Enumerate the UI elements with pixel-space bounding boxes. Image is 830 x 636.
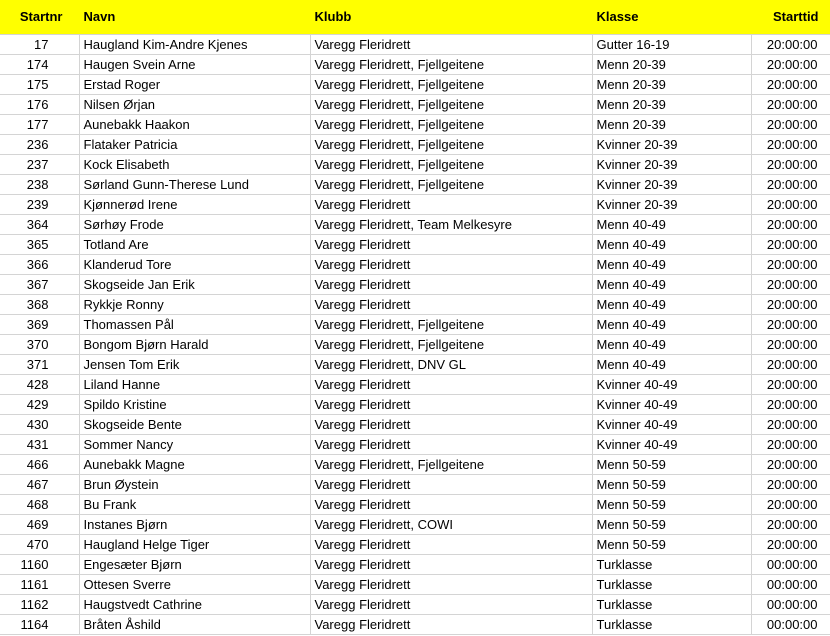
cell-starttid[interactable]: 20:00:00 bbox=[751, 115, 830, 135]
table-row bbox=[0, 195, 830, 215]
cell-navn[interactable]: Nilsen Ørjan bbox=[79, 95, 310, 115]
cell-navn[interactable]: Haugland Kim-Andre Kjenes bbox=[79, 35, 310, 55]
cell-klubb[interactable]: Varegg Fleridrett, Team Melkesyre bbox=[310, 215, 592, 235]
cell-klasse[interactable]: Menn 50-59 bbox=[592, 455, 751, 475]
table-row bbox=[0, 35, 830, 55]
cell-klasse[interactable]: Kvinner 40-49 bbox=[592, 395, 751, 415]
cell-startnr[interactable]: 470 bbox=[0, 535, 79, 555]
cell-navn[interactable]: Skogseide Jan Erik bbox=[79, 275, 310, 295]
table-body bbox=[0, 35, 830, 635]
cell-starttid[interactable]: 20:00:00 bbox=[751, 335, 830, 355]
cell-navn[interactable]: Flataker Patricia bbox=[79, 135, 310, 155]
table-row bbox=[0, 75, 830, 95]
cell-navn[interactable]: Kock Elisabeth bbox=[79, 155, 310, 175]
cell-navn[interactable]: Jensen Tom Erik bbox=[79, 355, 310, 375]
cell-startnr[interactable]: 467 bbox=[0, 475, 79, 495]
cell-klubb[interactable]: Varegg Fleridrett bbox=[310, 255, 592, 275]
cell-klubb[interactable]: Varegg Fleridrett, Fjellgeitene bbox=[310, 335, 592, 355]
cell-starttid[interactable]: 20:00:00 bbox=[751, 155, 830, 175]
cell-klasse[interactable]: Turklasse bbox=[592, 615, 751, 635]
cell-navn[interactable]: Liland Hanne bbox=[79, 375, 310, 395]
cell-klasse[interactable]: Menn 20-39 bbox=[592, 95, 751, 115]
header-row bbox=[0, 0, 830, 35]
cell-navn[interactable]: Kjønnerød Irene bbox=[79, 195, 310, 215]
cell-starttid[interactable]: 20:00:00 bbox=[751, 135, 830, 155]
cell-startnr[interactable]: 468 bbox=[0, 495, 79, 515]
cell-startnr[interactable]: 371 bbox=[0, 355, 79, 375]
cell-starttid[interactable]: 20:00:00 bbox=[751, 275, 830, 295]
cell-klasse[interactable]: Kvinner 40-49 bbox=[592, 435, 751, 455]
cell-klasse[interactable]: Menn 20-39 bbox=[592, 115, 751, 135]
cell-starttid[interactable]: 20:00:00 bbox=[751, 235, 830, 255]
cell-navn[interactable]: Aunebakk Magne bbox=[79, 455, 310, 475]
cell-startnr[interactable]: 17 bbox=[0, 35, 79, 55]
cell-navn[interactable]: Rykkje Ronny bbox=[79, 295, 310, 315]
cell-klasse[interactable]: Turklasse bbox=[592, 575, 751, 595]
cell-startnr[interactable]: 429 bbox=[0, 395, 79, 415]
header-startnr[interactable]: Startnr bbox=[0, 0, 79, 35]
cell-klubb[interactable]: Varegg Fleridrett, Fjellgeitene bbox=[310, 175, 592, 195]
cell-startnr[interactable]: 177 bbox=[0, 115, 79, 135]
cell-klubb[interactable]: Varegg Fleridrett bbox=[310, 235, 592, 255]
cell-navn[interactable]: Thomassen Pål bbox=[79, 315, 310, 335]
cell-starttid[interactable]: 20:00:00 bbox=[751, 375, 830, 395]
cell-startnr[interactable]: 365 bbox=[0, 235, 79, 255]
table-row bbox=[0, 135, 830, 155]
table-row bbox=[0, 95, 830, 115]
cell-klasse[interactable]: Menn 40-49 bbox=[592, 235, 751, 255]
cell-klubb[interactable]: Varegg Fleridrett bbox=[310, 435, 592, 455]
cell-startnr[interactable]: 466 bbox=[0, 455, 79, 475]
cell-klubb[interactable]: Varegg Fleridrett bbox=[310, 575, 592, 595]
table-row bbox=[0, 555, 830, 575]
cell-navn[interactable]: Bu Frank bbox=[79, 495, 310, 515]
cell-klubb[interactable]: Varegg Fleridrett, Fjellgeitene bbox=[310, 455, 592, 475]
cell-starttid[interactable]: 20:00:00 bbox=[751, 175, 830, 195]
cell-starttid[interactable]: 20:00:00 bbox=[751, 435, 830, 455]
cell-starttid[interactable]: 20:00:00 bbox=[751, 35, 830, 55]
header-klasse[interactable]: Klasse bbox=[592, 0, 751, 35]
cell-startnr[interactable]: 369 bbox=[0, 315, 79, 335]
cell-klubb[interactable]: Varegg Fleridrett, Fjellgeitene bbox=[310, 135, 592, 155]
cell-starttid[interactable]: 20:00:00 bbox=[751, 315, 830, 335]
cell-navn[interactable]: Spildo Kristine bbox=[79, 395, 310, 415]
cell-starttid[interactable]: 00:00:00 bbox=[751, 555, 830, 575]
header-navn[interactable]: Navn bbox=[79, 0, 310, 35]
cell-klasse[interactable]: Menn 40-49 bbox=[592, 315, 751, 335]
cell-navn[interactable]: Haugstvedt Cathrine bbox=[79, 595, 310, 615]
cell-starttid[interactable]: 00:00:00 bbox=[751, 575, 830, 595]
cell-klubb[interactable]: Varegg Fleridrett, Fjellgeitene bbox=[310, 315, 592, 335]
header-starttid[interactable]: Starttid bbox=[751, 0, 830, 35]
table-row bbox=[0, 175, 830, 195]
cell-starttid[interactable]: 20:00:00 bbox=[751, 255, 830, 275]
table-row bbox=[0, 155, 830, 175]
cell-starttid[interactable]: 20:00:00 bbox=[751, 55, 830, 75]
cell-klasse[interactable]: Menn 20-39 bbox=[592, 55, 751, 75]
cell-startnr[interactable]: 175 bbox=[0, 75, 79, 95]
table-row bbox=[0, 495, 830, 515]
table-row bbox=[0, 395, 830, 415]
table-row bbox=[0, 335, 830, 355]
cell-starttid[interactable]: 20:00:00 bbox=[751, 295, 830, 315]
cell-startnr[interactable]: 236 bbox=[0, 135, 79, 155]
cell-klasse[interactable]: Kvinner 20-39 bbox=[592, 135, 751, 155]
cell-startnr[interactable]: 238 bbox=[0, 175, 79, 195]
cell-klasse[interactable]: Menn 40-49 bbox=[592, 255, 751, 275]
cell-klubb[interactable]: Varegg Fleridrett bbox=[310, 195, 592, 215]
cell-klubb[interactable]: Varegg Fleridrett, Fjellgeitene bbox=[310, 75, 592, 95]
cell-startnr[interactable]: 1161 bbox=[0, 575, 79, 595]
cell-klubb[interactable]: Varegg Fleridrett bbox=[310, 535, 592, 555]
cell-navn[interactable]: Sørland Gunn-Therese Lund bbox=[79, 175, 310, 195]
cell-startnr[interactable]: 174 bbox=[0, 55, 79, 75]
table-row bbox=[0, 255, 830, 275]
cell-klubb[interactable]: Varegg Fleridrett bbox=[310, 475, 592, 495]
cell-navn[interactable]: Klanderud Tore bbox=[79, 255, 310, 275]
cell-startnr[interactable]: 364 bbox=[0, 215, 79, 235]
cell-klubb[interactable]: Varegg Fleridrett, Fjellgeitene bbox=[310, 155, 592, 175]
cell-klubb[interactable]: Varegg Fleridrett bbox=[310, 415, 592, 435]
cell-starttid[interactable]: 20:00:00 bbox=[751, 195, 830, 215]
cell-startnr[interactable]: 368 bbox=[0, 295, 79, 315]
table-row bbox=[0, 415, 830, 435]
cell-navn[interactable]: Totland Are bbox=[79, 235, 310, 255]
cell-navn[interactable]: Erstad Roger bbox=[79, 75, 310, 95]
cell-navn[interactable]: Instanes Bjørn bbox=[79, 515, 310, 535]
cell-klubb[interactable]: Varegg Fleridrett bbox=[310, 615, 592, 635]
cell-starttid[interactable]: 00:00:00 bbox=[751, 595, 830, 615]
cell-navn[interactable]: Skogseide Bente bbox=[79, 415, 310, 435]
table-row bbox=[0, 275, 830, 295]
cell-klubb[interactable]: Varegg Fleridrett bbox=[310, 595, 592, 615]
cell-starttid[interactable]: 20:00:00 bbox=[751, 535, 830, 555]
cell-klubb[interactable]: Varegg Fleridrett, DNV GL bbox=[310, 355, 592, 375]
cell-klubb[interactable]: Varegg Fleridrett bbox=[310, 275, 592, 295]
cell-startnr[interactable]: 370 bbox=[0, 335, 79, 355]
table-row bbox=[0, 515, 830, 535]
cell-klasse[interactable]: Menn 40-49 bbox=[592, 355, 751, 375]
cell-starttid[interactable]: 20:00:00 bbox=[751, 95, 830, 115]
cell-klasse[interactable]: Menn 40-49 bbox=[592, 215, 751, 235]
table-row bbox=[0, 475, 830, 495]
cell-klasse[interactable]: Kvinner 20-39 bbox=[592, 155, 751, 175]
cell-klubb[interactable]: Varegg Fleridrett bbox=[310, 295, 592, 315]
cell-starttid[interactable]: 20:00:00 bbox=[751, 495, 830, 515]
cell-klasse[interactable]: Menn 40-49 bbox=[592, 295, 751, 315]
cell-startnr[interactable]: 428 bbox=[0, 375, 79, 395]
cell-navn[interactable]: Engesæter Bjørn bbox=[79, 555, 310, 575]
cell-klasse[interactable]: Menn 50-59 bbox=[592, 515, 751, 535]
cell-klubb[interactable]: Varegg Fleridrett, COWI bbox=[310, 515, 592, 535]
table-row bbox=[0, 455, 830, 475]
table-row bbox=[0, 375, 830, 395]
table-row bbox=[0, 575, 830, 595]
cell-klasse[interactable]: Turklasse bbox=[592, 555, 751, 575]
cell-klubb[interactable]: Varegg Fleridrett, Fjellgeitene bbox=[310, 95, 592, 115]
cell-klubb[interactable]: Varegg Fleridrett, Fjellgeitene bbox=[310, 115, 592, 135]
cell-navn[interactable]: Aunebakk Haakon bbox=[79, 115, 310, 135]
cell-navn[interactable]: Bongom Bjørn Harald bbox=[79, 335, 310, 355]
cell-startnr[interactable]: 431 bbox=[0, 435, 79, 455]
cell-startnr[interactable]: 430 bbox=[0, 415, 79, 435]
table-row bbox=[0, 315, 830, 335]
cell-starttid[interactable]: 20:00:00 bbox=[751, 475, 830, 495]
cell-starttid[interactable]: 20:00:00 bbox=[751, 455, 830, 475]
cell-klasse[interactable]: Kvinner 20-39 bbox=[592, 175, 751, 195]
table-row bbox=[0, 295, 830, 315]
cell-klasse[interactable]: Menn 20-39 bbox=[592, 75, 751, 95]
cell-klubb[interactable]: Varegg Fleridrett bbox=[310, 35, 592, 55]
cell-klasse[interactable]: Gutter 16-19 bbox=[592, 35, 751, 55]
table-row bbox=[0, 55, 830, 75]
cell-klasse[interactable]: Menn 40-49 bbox=[592, 335, 751, 355]
cell-startnr[interactable]: 1164 bbox=[0, 615, 79, 635]
cell-startnr[interactable]: 1162 bbox=[0, 595, 79, 615]
cell-klubb[interactable]: Varegg Fleridrett bbox=[310, 495, 592, 515]
cell-startnr[interactable]: 239 bbox=[0, 195, 79, 215]
cell-klasse[interactable]: Kvinner 40-49 bbox=[592, 375, 751, 395]
cell-klubb[interactable]: Varegg Fleridrett, Fjellgeitene bbox=[310, 55, 592, 75]
cell-startnr[interactable]: 366 bbox=[0, 255, 79, 275]
table-row bbox=[0, 215, 830, 235]
cell-klubb[interactable]: Varegg Fleridrett bbox=[310, 555, 592, 575]
table-row bbox=[0, 235, 830, 255]
cell-starttid[interactable]: 20:00:00 bbox=[751, 395, 830, 415]
table-row bbox=[0, 595, 830, 615]
cell-starttid[interactable]: 20:00:00 bbox=[751, 355, 830, 375]
cell-navn[interactable]: Ottesen Sverre bbox=[79, 575, 310, 595]
cell-klasse[interactable]: Kvinner 20-39 bbox=[592, 195, 751, 215]
cell-starttid[interactable]: 00:00:00 bbox=[751, 615, 830, 635]
cell-startnr[interactable]: 1160 bbox=[0, 555, 79, 575]
cell-navn[interactable]: Sørhøy Frode bbox=[79, 215, 310, 235]
cell-starttid[interactable]: 20:00:00 bbox=[751, 415, 830, 435]
cell-klasse[interactable]: Menn 50-59 bbox=[592, 495, 751, 515]
table-row bbox=[0, 535, 830, 555]
cell-startnr[interactable]: 237 bbox=[0, 155, 79, 175]
cell-startnr[interactable]: 176 bbox=[0, 95, 79, 115]
cell-startnr[interactable]: 367 bbox=[0, 275, 79, 295]
table-row bbox=[0, 355, 830, 375]
cell-klubb[interactable]: Varegg Fleridrett bbox=[310, 395, 592, 415]
cell-klasse[interactable]: Menn 40-49 bbox=[592, 275, 751, 295]
cell-starttid[interactable]: 20:00:00 bbox=[751, 515, 830, 535]
table-row bbox=[0, 115, 830, 135]
cell-navn[interactable]: Brun Øystein bbox=[79, 475, 310, 495]
cell-navn[interactable]: Sommer Nancy bbox=[79, 435, 310, 455]
cell-klasse[interactable]: Turklasse bbox=[592, 595, 751, 615]
header-klubb[interactable]: Klubb bbox=[310, 0, 592, 35]
cell-klasse[interactable]: Kvinner 40-49 bbox=[592, 415, 751, 435]
cell-navn[interactable]: Bråten Åshild bbox=[79, 615, 310, 635]
cell-startnr[interactable]: 469 bbox=[0, 515, 79, 535]
cell-starttid[interactable]: 20:00:00 bbox=[751, 75, 830, 95]
cell-navn[interactable]: Haugland Helge Tiger bbox=[79, 535, 310, 555]
cell-klubb[interactable]: Varegg Fleridrett bbox=[310, 375, 592, 395]
cell-klasse[interactable]: Menn 50-59 bbox=[592, 475, 751, 495]
cell-klasse[interactable]: Menn 50-59 bbox=[592, 535, 751, 555]
cell-navn[interactable]: Haugen Svein Arne bbox=[79, 55, 310, 75]
cell-starttid[interactable]: 20:00:00 bbox=[751, 215, 830, 235]
table-row bbox=[0, 435, 830, 455]
table-row bbox=[0, 615, 830, 635]
